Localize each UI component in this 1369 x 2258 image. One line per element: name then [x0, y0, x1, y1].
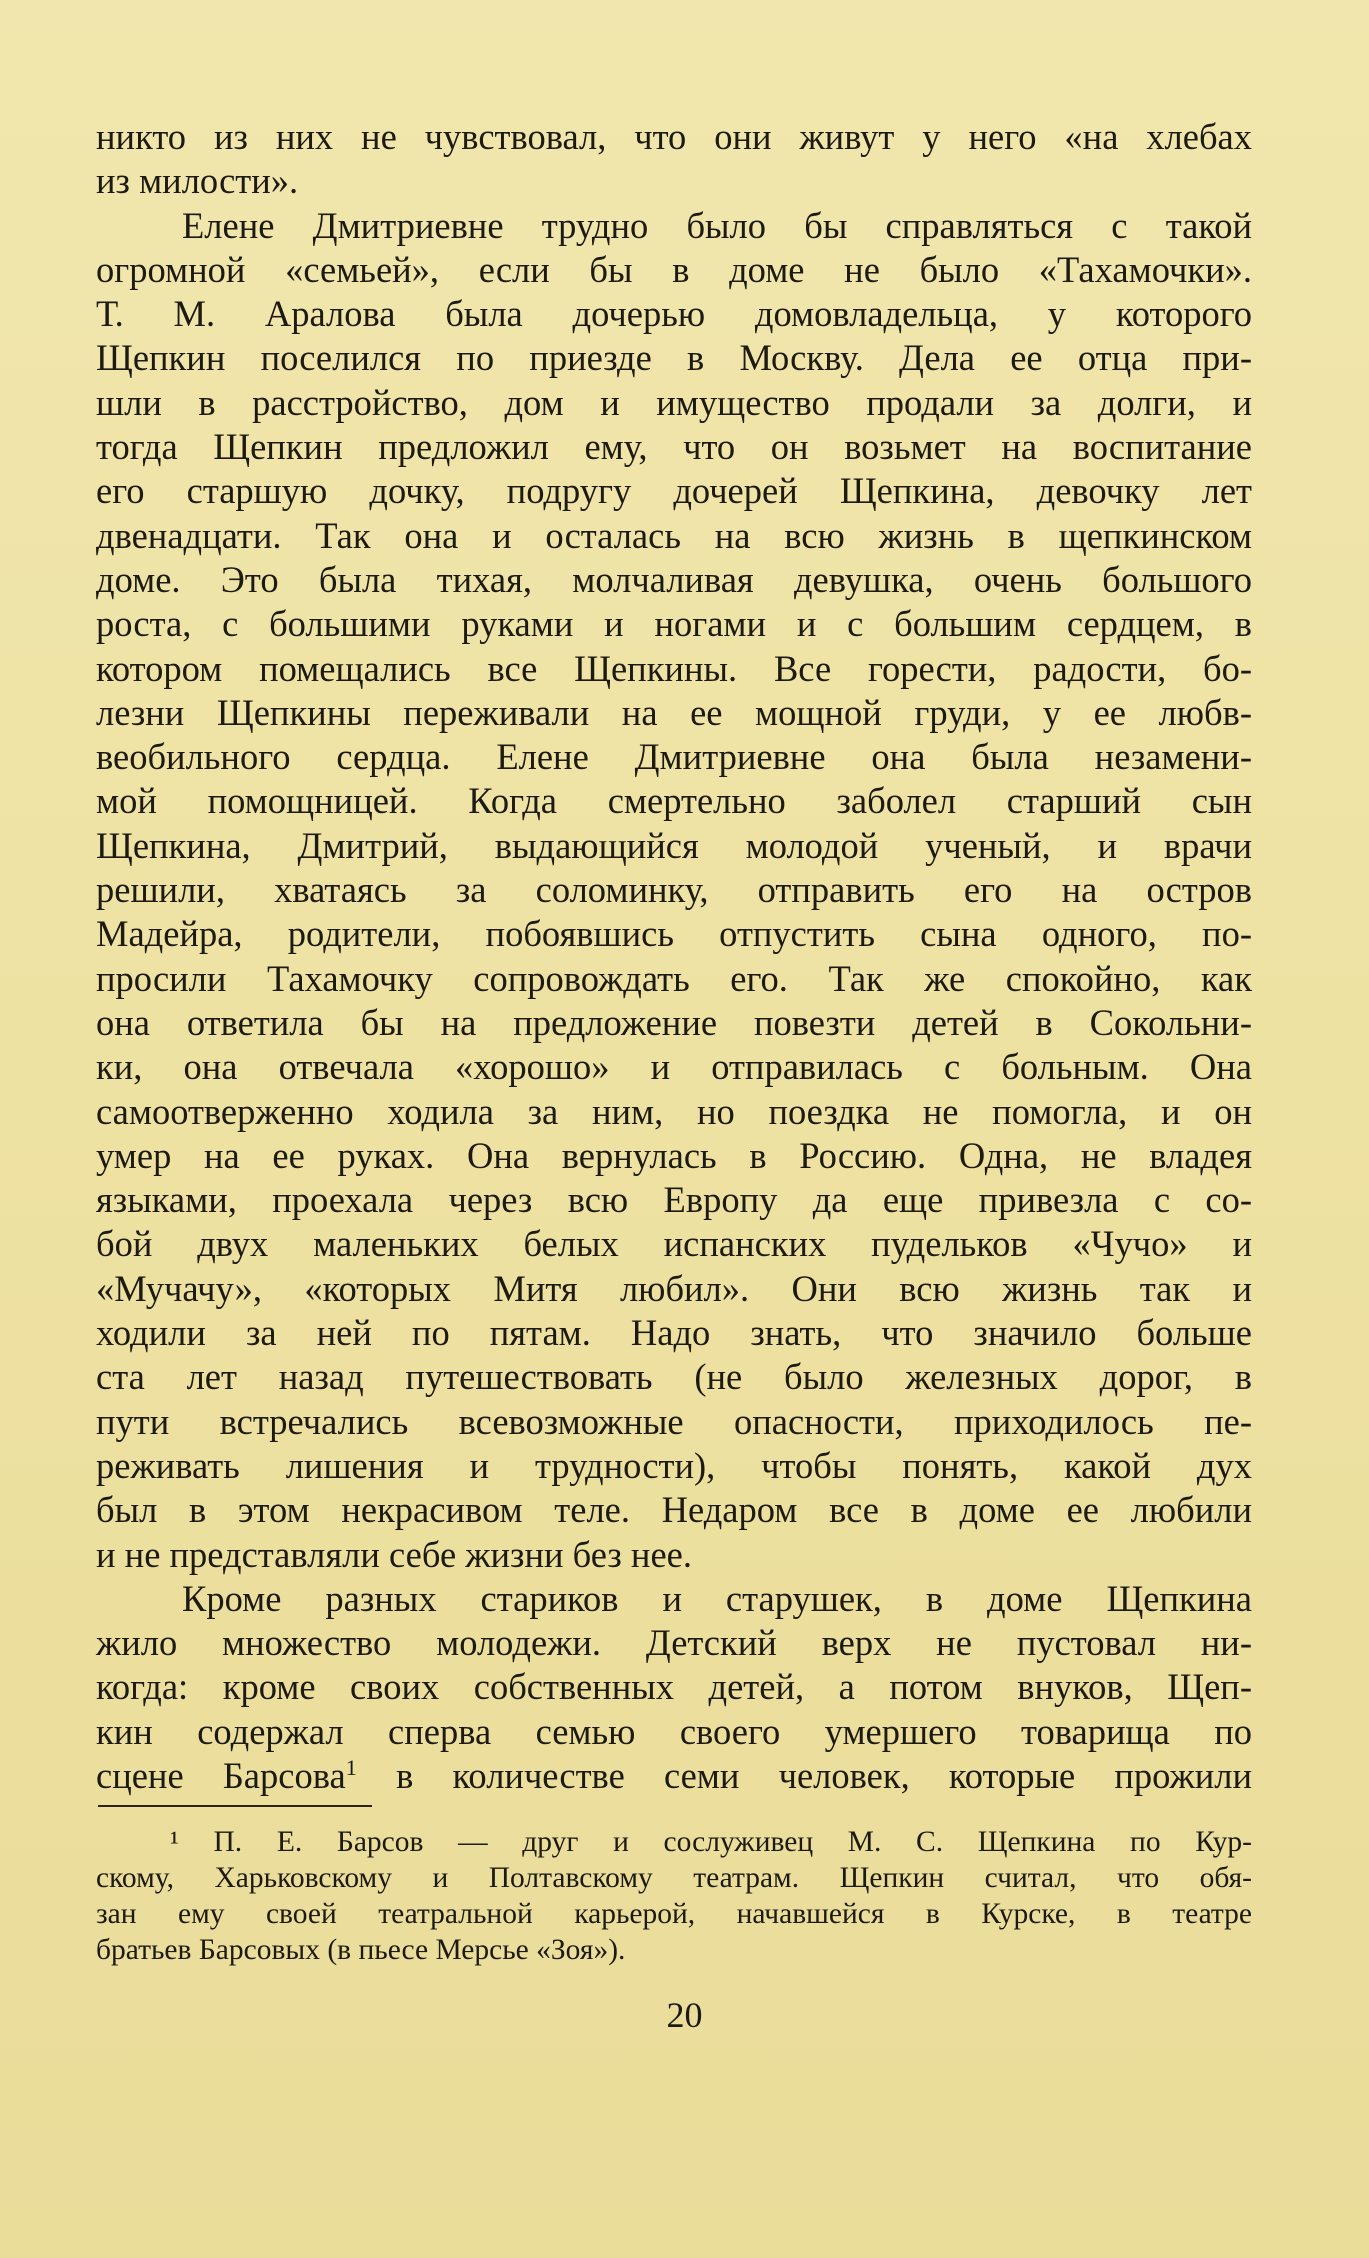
text-line: просили Тахамочку сопровождать его. Так же спокойно, как	[96, 957, 1252, 999]
footnote-reference: 1	[345, 1754, 357, 1780]
text-line: Щепкин поселился по приезде в Москву. Дела ее отца при-	[96, 337, 1252, 379]
text-line: Щепкина, Дмитрий, выдающийся молодой ученый, и врачи	[96, 824, 1252, 866]
text-line: ки, она отвечала «хорошо» и отправилась с больным. Она	[96, 1046, 1252, 1088]
text-line: она ответила бы на предложение повезти детей в Сокольни-	[96, 1001, 1252, 1043]
text-line: пути встречались всевозможные опасности, приходилось пе-	[96, 1400, 1252, 1442]
text-line: бой двух маленьких белых испанских пудельков «Чучо» и	[96, 1223, 1252, 1265]
text-line: кин содержал сперва семью своего умершего товарища по	[96, 1710, 1252, 1752]
text-line: «Мучачу», «которых Митя любил». Они всю жизнь так и	[96, 1267, 1252, 1309]
text-line: ста лет назад путешествовать (не было железных дорог, в	[96, 1356, 1252, 1398]
text-line: тогда Щепкин предложил ему, что он возьмет на воспитание	[96, 426, 1252, 468]
text-line: реживать лишения и трудности), чтобы понять, какой дух	[96, 1444, 1252, 1486]
text-line: доме. Это была тихая, молчаливая девушка, очень большого	[96, 558, 1252, 600]
text-line: самоотверженно ходила за ним, но поездка не помогла, и он	[96, 1090, 1252, 1132]
text-line: никто из них не чувствовал, что они живут у него «на хлебах	[96, 116, 1252, 157]
text-line: Елене Дмитриевне трудно было бы справляться с такой	[182, 204, 1252, 246]
text-line: решили, хватаясь за соломинку, отправить его на остров	[96, 869, 1252, 911]
text-line: языками, проехала через всю Европу да еще привезла с со-	[96, 1179, 1252, 1221]
footnotes	[96, 1824, 1252, 1968]
text-line: двенадцати. Так она и осталась на всю жизнь в щепкинском	[96, 514, 1252, 556]
text-line: Т. М. Аралова была дочерью домовладельца, у которого	[96, 293, 1252, 335]
text-line: ¹ П. Е. Барсов — друг и сослуживец М. С. Щепкина по Кур-	[170, 1826, 1252, 1858]
text-line: роста, с большими руками и ногами и с большим сердцем, в	[96, 603, 1252, 645]
text-line: Кроме разных стариков и старушек, в доме Щепкина	[182, 1577, 1252, 1619]
text-line: жило множество молодежи. Детский верх не пустовал ни-	[96, 1622, 1252, 1664]
text-line: и не представляли себе жизни без нее.	[96, 1533, 692, 1575]
text-line: мой помощницей. Когда смертельно заболел старший сын	[96, 780, 1252, 822]
page-number: 20	[666, 1995, 703, 2035]
text-line	[96, 1754, 1252, 1798]
text-line: когда: кроме своих собственных детей, а потом внуков, Щеп-	[96, 1666, 1252, 1708]
text-line: был в этом некрасивом теле. Недаром все в доме ее любили	[96, 1489, 1252, 1531]
text-line: из милости».	[96, 160, 299, 202]
text-line: шли в расстройство, дом и имущество продали за долги, и	[96, 381, 1252, 423]
text-line: веобильного сердца. Елене Дмитриевне она была незамени-	[96, 736, 1252, 778]
footnote-divider	[98, 1805, 372, 1807]
text-line: ходили за ней по пятам. Надо знать, что значило больше	[96, 1312, 1252, 1354]
text-line: Мадейра, родители, побоявшись отпустить сына одного, по-	[96, 913, 1252, 955]
text-line: его старшую дочку, подругу дочерей Щепкина, девочку лет	[96, 470, 1252, 512]
text-line: умер на ее руках. Она вернулась в Россию. Одна, не владея	[96, 1134, 1252, 1176]
text-fragment: сцене Барсова	[96, 1754, 346, 1796]
text-line: скому, Харьковскому и Полтавскому театрам. Щепкин считал, что обя-	[96, 1862, 1252, 1894]
main-text	[96, 115, 1252, 1798]
text-line: братьев Барсовых (в пьесе Мерсье «Зоя»).	[96, 1934, 626, 1966]
text-line: огромной «семьей», если бы в доме не было «Тахамочки».	[96, 248, 1252, 290]
text-fragment: в количестве семи человек, которые прожили	[356, 1754, 1252, 1796]
text-line: лезни Щепкины переживали на ее мощной груди, у ее любв-	[96, 691, 1252, 733]
text-line: котором помещались все Щепкины. Все горести, радости, бо-	[96, 647, 1252, 689]
text-line: зан ему своей театральной карьерой, начавшейся в Курске, в театре	[96, 1898, 1252, 1930]
